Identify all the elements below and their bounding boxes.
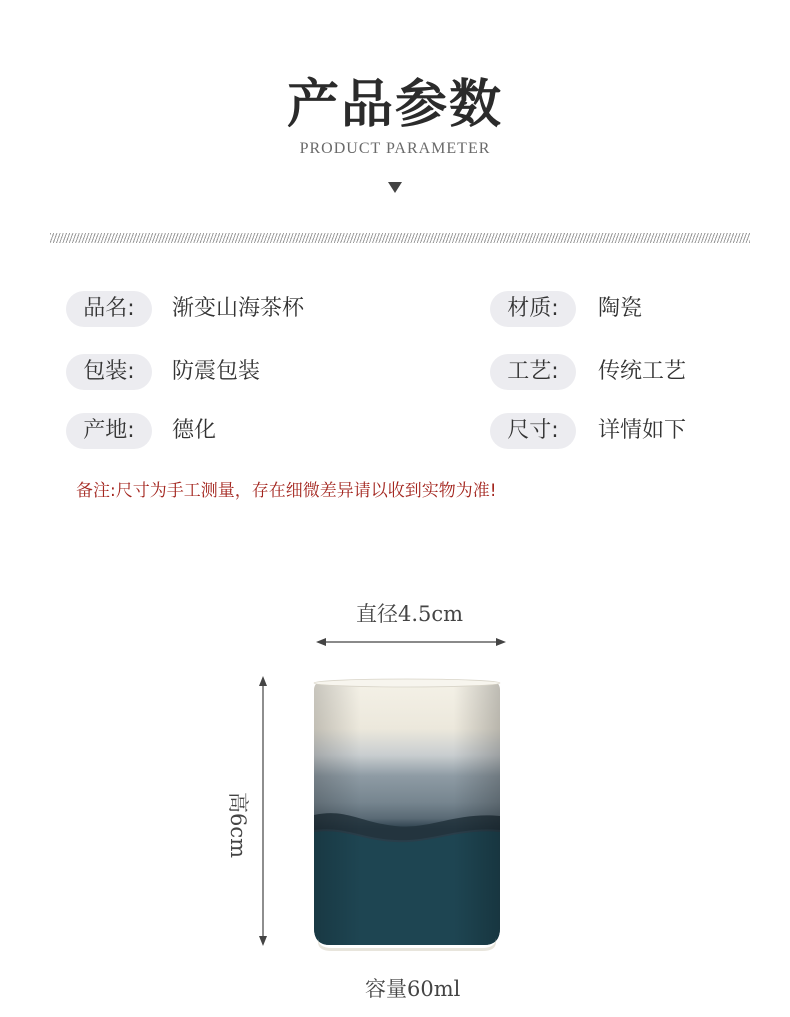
param-label: 包装: <box>66 354 152 390</box>
page-subtitle: PRODUCT PARAMETER <box>299 140 491 157</box>
param-value: 详情如下 <box>598 418 687 443</box>
param-label: 产地: <box>66 413 152 449</box>
param-value: 防震包装 <box>172 359 261 384</box>
param-value: 陶瓷 <box>598 296 643 321</box>
measurement-note: 备注:尺寸为手工测量，存在细微差异请以收到实物为准! <box>76 481 497 501</box>
param-label: 尺寸: <box>490 413 576 449</box>
param-label: 品名: <box>66 291 152 327</box>
height-arrow <box>259 676 267 946</box>
param-label: 工艺: <box>490 354 576 390</box>
width-arrow <box>316 638 506 646</box>
height-label: 高6cm <box>226 792 250 859</box>
param-label: 材质: <box>490 291 576 327</box>
param-value: 德化 <box>172 418 217 443</box>
diameter-label: 直径4.5cm <box>356 602 464 626</box>
cup-illustration <box>314 679 500 951</box>
capacity-label: 容量60ml <box>365 977 461 1001</box>
param-value: 传统工艺 <box>598 359 687 384</box>
param-value: 渐变山海茶杯 <box>172 296 305 321</box>
page-title: 产品参数 <box>286 74 503 135</box>
